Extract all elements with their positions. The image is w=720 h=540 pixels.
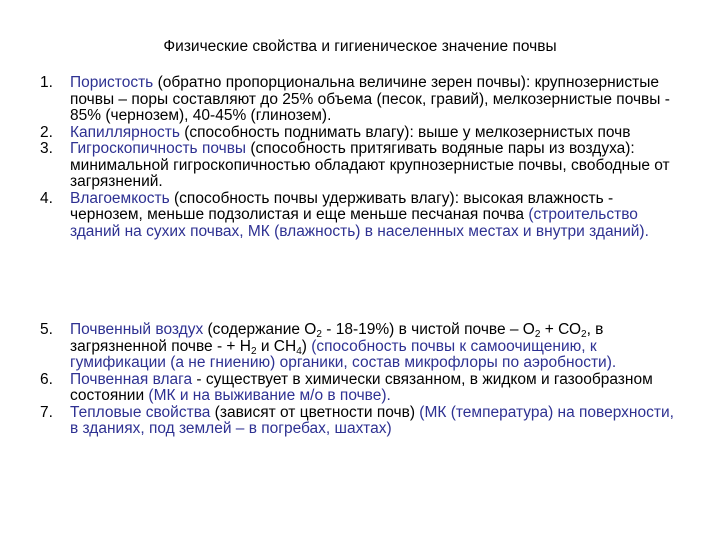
item-text: (способность почвы удерживать влагу): высокая влажность - чернозем, меньше подзолистая и еще меньше песчаная почва bbox=[70, 189, 614, 223]
subscript: 4 bbox=[296, 345, 302, 357]
item-note: (МК и на выживание м/о в почве). bbox=[144, 387, 391, 404]
item-term: Капиллярность bbox=[70, 123, 180, 141]
list-item bbox=[40, 75, 680, 125]
list-item bbox=[40, 125, 680, 142]
list-item bbox=[40, 322, 680, 372]
item-note: (МК (температура) на поверхности, в зданиях, под землей – в погребах, шахтах) bbox=[70, 403, 674, 437]
item-text: (способность поднимать влагу): выше у мелкозернистых почв bbox=[179, 123, 631, 141]
item-text: + СО bbox=[540, 321, 581, 338]
item-text: , в загрязненной почве - + Н bbox=[70, 321, 604, 355]
item-term: Гигроскопичность почвы bbox=[70, 140, 247, 157]
list-item bbox=[40, 141, 680, 191]
item-number: 4. bbox=[40, 189, 53, 207]
item-text: (обратно пропорциональна величине зерен почвы): крупнозернистые почвы – поры составляют до 25% объема (песок, гравий), мелкозернистые почвы - 85% (чернозем), 40-45% (глинозем). bbox=[70, 74, 670, 124]
item-text: и СН bbox=[256, 337, 297, 355]
item-text: - существует в химически связанном, в жидком и газообразном состоянии bbox=[70, 370, 653, 404]
subscript: 2 bbox=[534, 329, 541, 340]
item-text: ) bbox=[301, 337, 307, 355]
item-number: 3. bbox=[40, 140, 53, 157]
item-term: Пористость bbox=[70, 74, 154, 91]
item-number: 7. bbox=[40, 403, 53, 421]
subscript: 2 bbox=[250, 345, 257, 357]
subscript: 2 bbox=[316, 329, 322, 340]
item-term: Почвенный воздух bbox=[70, 321, 204, 338]
properties-list-part-2 bbox=[40, 322, 680, 438]
list-item bbox=[40, 372, 680, 405]
list-item bbox=[40, 191, 680, 241]
item-text: (способность притягивать водяные пары из воздуха): минимальной гигроскопичностью обладают крупнозернистые почвы, свободные от загрязнений. bbox=[70, 140, 670, 190]
item-text: (содержание О bbox=[203, 321, 317, 338]
item-text: - 18-19%) в чистой почве – О bbox=[321, 321, 535, 338]
item-number: 5. bbox=[40, 321, 53, 338]
properties-list-part-1 bbox=[40, 75, 680, 240]
list-item bbox=[40, 405, 680, 438]
item-note: (способность почвы к самоочищению, к гумификации (а не гниению) органики, состав микрофлоры по аэробности). bbox=[70, 337, 617, 371]
item-number: 1. bbox=[40, 74, 53, 91]
item-text: (зависят от цветности почв) bbox=[210, 403, 415, 421]
item-term: Почвенная влага bbox=[70, 370, 193, 388]
item-term: Тепловые свойства bbox=[70, 403, 211, 421]
item-note: (строительство зданий на сухих почвах, МК (влажность) в населенных местах и внутри зданий). bbox=[70, 206, 649, 240]
item-number: 2. bbox=[40, 123, 53, 141]
page-title: Физические свойства и гигиеническое значение почвы bbox=[163, 38, 557, 55]
item-term: Влагоемкость bbox=[70, 189, 170, 207]
item-number: 6. bbox=[40, 370, 53, 388]
subscript: 2 bbox=[581, 329, 587, 340]
